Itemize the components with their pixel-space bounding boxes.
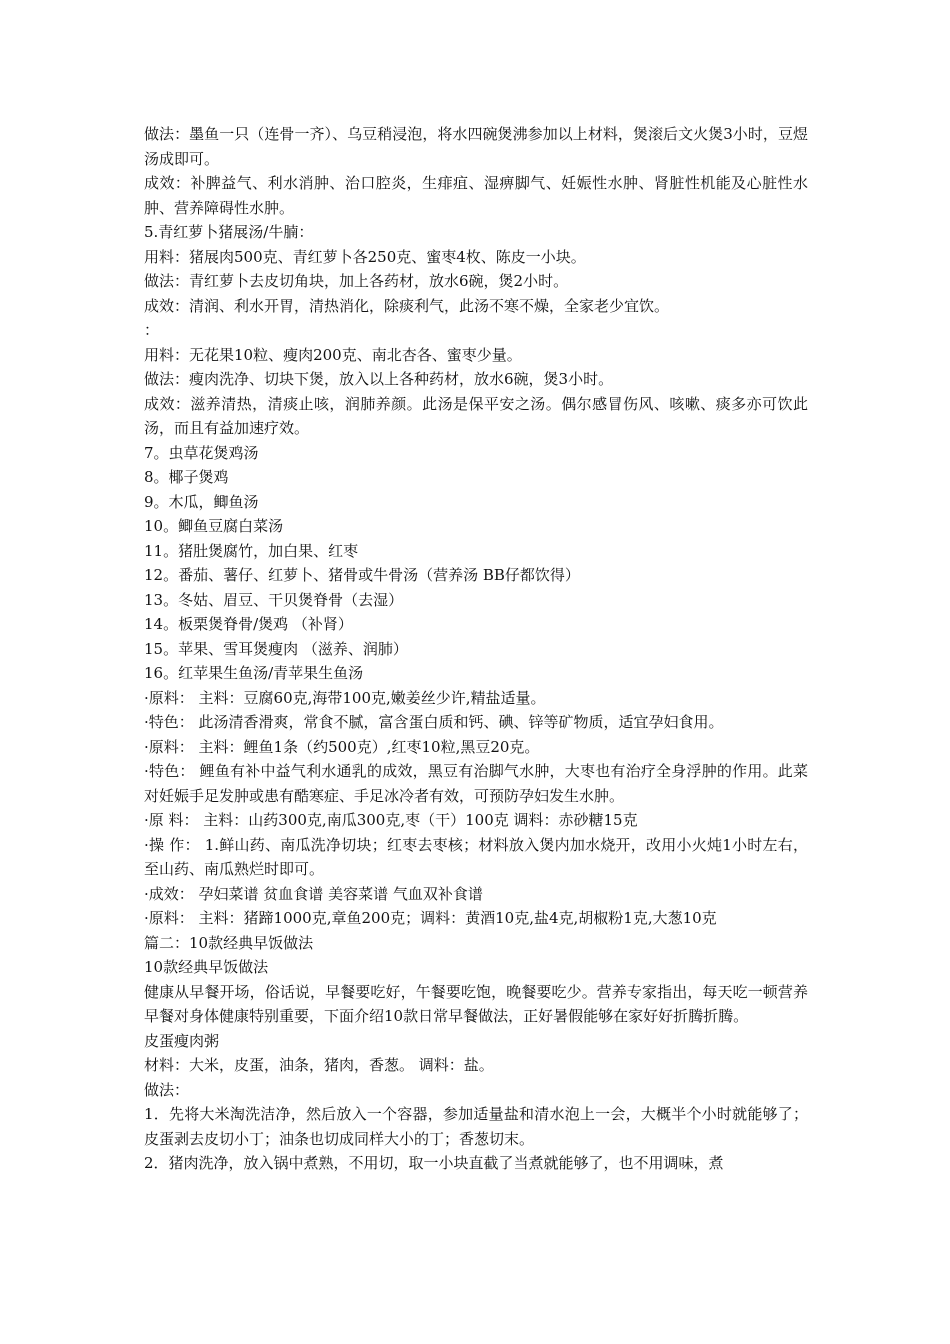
text-paragraph: 材料：大米，皮蛋，油条，猪肉，香葱。 调料：盐。 <box>144 1056 494 1074</box>
text-paragraph: 1．先将大米淘洗洁净，然后放入一个容器，参加适量盐和清水泡上一会，大概半个小时就能够了；皮蛋剥去皮切小丁；油条也切成同样大小的丁；香葱切末。 <box>144 1105 808 1148</box>
text-paragraph: 做法：墨鱼一只（连骨一齐）、乌豆稍浸泡，将水四碗煲沸参加以上材料，煲滚后文火煲3小时，豆煜汤成即可。 <box>144 125 808 168</box>
text-paragraph: 15。苹果、雪耳煲瘦肉 （滋养、润肺） <box>144 639 408 658</box>
text-paragraph: 10。鲫鱼豆腐白菜汤 <box>144 517 284 535</box>
text-paragraph: 成效：清润、利水开胃，清热消化，除痰利气，此汤不寒不燥，全家老少宜饮。 <box>144 296 670 315</box>
text-paragraph: ·成效： 孕妇菜谱 贫血食谱 美容菜谱 气血双补食谱 <box>144 884 483 903</box>
text-paragraph: 做法：瘦肉洗净、切块下煲，放入以上各种药材，放水6碗，煲3小时。 <box>144 370 614 388</box>
text-paragraph: 用料：猪展肉500克、青红萝卜各250克、蜜枣4枚、陈皮一小块。 <box>144 247 586 266</box>
text-paragraph: 11。猪肚煲腐竹，加白果、红枣 <box>144 541 359 560</box>
text-paragraph: 成效：补脾益气、利水消肿、治口腔炎，生痱疽、湿痹脚气、妊娠性水肿、肾脏性机能及心脏性水肿、营养障碍性水肿。 <box>144 174 808 217</box>
text-paragraph: ·原料： 主料：猪蹄1000克,章鱼200克；调料：黄酒10克,盐4克,胡椒粉1克,大葱10克 <box>144 909 717 927</box>
text-paragraph: ·操 作： 1.鲜山药、南瓜洗净切块；红枣去枣核；材料放入煲内加水烧开，改用小火炖1小时左右，至山药、南瓜熟烂时即可。 <box>144 835 808 878</box>
text-paragraph: 成效：滋养清热，清痰止咳，润肺养颜。此汤是保平安之汤。偶尔感冒伤风、咳嗽、痰多亦可饮此汤，而且有益加速疗效。 <box>144 394 808 437</box>
text-paragraph: 2．猪肉洗净，放入锅中煮熟，不用切，取一小块直截了当煮就能够了，也不用调味，煮 <box>144 1154 724 1172</box>
document-body <box>144 122 808 1176</box>
text-paragraph: 健康从早餐开场，俗话说，早餐要吃好，午餐要吃饱，晚餐要吃少。营养专家指出，每天吃一顿营养早餐对身体健康特别重要，下面介绍10款日常早餐做法，正好暑假能够在家好好折腾折腾。 <box>144 982 808 1025</box>
text-paragraph: 用料：无花果10粒、瘦肉200克、南北杏各、蜜枣少量。 <box>144 345 522 364</box>
text-paragraph: 12。番茄、薯仔、红萝卜、猪骨或牛骨汤（营养汤 BB仔都饮得） <box>144 566 580 584</box>
text-paragraph: ·原 料： 主料：山药300克,南瓜300克,枣（干）100克 调料：赤砂糖15克 <box>144 811 638 829</box>
text-paragraph: 7。虫草花煲鸡汤 <box>144 443 259 462</box>
text-paragraph: 5.青红萝卜猪展汤/牛腩： <box>144 223 314 241</box>
text-paragraph: 8。椰子煲鸡 <box>144 468 229 486</box>
text-paragraph: ·特色： 此汤清香滑爽，常食不腻，富含蛋白质和钙、碘、锌等矿物质，适宜孕妇食用。 <box>144 713 724 731</box>
text-paragraph: ·原料： 主料：豆腐60克,海带100克,嫩姜丝少许,精盐适量。 <box>144 688 546 707</box>
text-paragraph: 13。冬姑、眉豆、干贝煲脊骨（去湿） <box>144 590 404 609</box>
text-paragraph: 9。木瓜，鲫鱼汤 <box>144 492 259 511</box>
text-paragraph: ·原料： 主料：鲤鱼1条（约500克）,红枣10粒,黑豆20克。 <box>144 737 540 756</box>
text-paragraph: 14。板栗煲脊骨/煲鸡 （补肾） <box>144 615 353 633</box>
text-paragraph: 16。红苹果生鱼汤/青苹果生鱼汤 <box>144 664 364 682</box>
text-paragraph: 做法：青红萝卜去皮切角块，加上各药材，放水6碗，煲2小时。 <box>144 272 569 290</box>
text-paragraph: 皮蛋瘦肉粥 <box>144 1031 220 1050</box>
text-paragraph: 10款经典早饭做法 <box>144 958 269 976</box>
text-paragraph: ： <box>144 321 160 339</box>
text-paragraph: 做法： <box>144 1080 190 1099</box>
text-paragraph: ·特色： 鲤鱼有补中益气利水通乳的成效，黑豆有治脚气水肿，大枣也有治疗全身浮肿的作用。此菜对妊娠手足发肿或患有酷寒症、手足冰冷者有效，可预防孕妇发生水肿。 <box>144 762 808 805</box>
text-paragraph: 篇二：10款经典早饭做法 <box>144 933 314 952</box>
